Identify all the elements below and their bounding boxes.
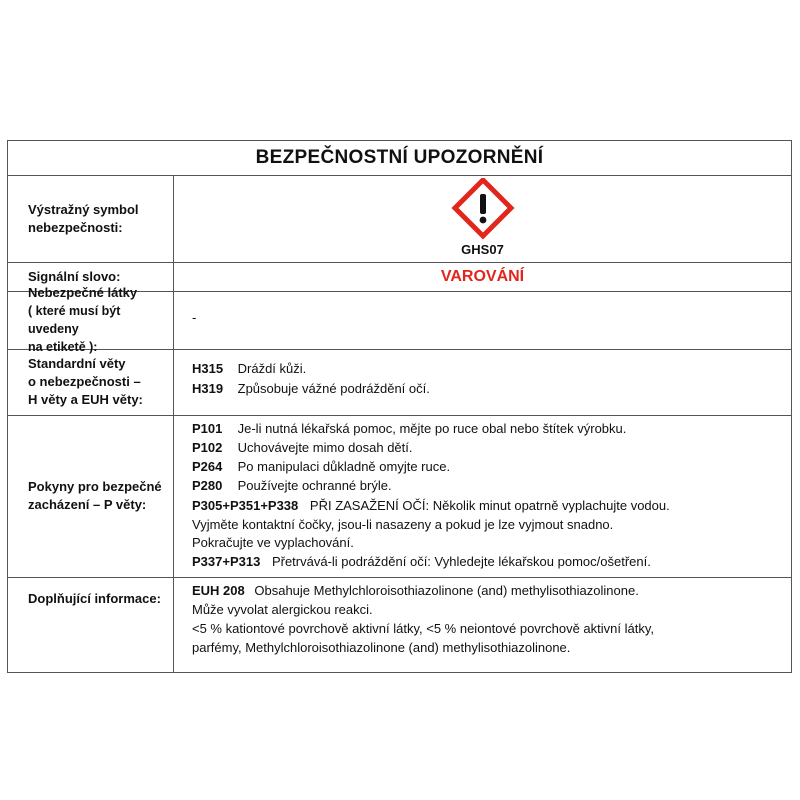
label-line: Výstražný symbol (28, 202, 139, 217)
statement-text: Uchovávejte mimo dosah dětí. (237, 440, 413, 455)
label-line: nebezpečnosti: (28, 220, 123, 235)
ghs-code: GHS07 (461, 242, 504, 257)
row-hazardous-substances (8, 285, 791, 354)
statement-text: Způsobuje vážné podráždění očí. (237, 381, 430, 396)
label-line: ( které musí být uvedeny (28, 304, 121, 336)
table-title: BEZPEČNOSTNÍ UPOZORNĚNÍ (8, 141, 791, 176)
label-line: H věty a EUH věty: (28, 392, 143, 407)
label-line: o nebezpečnosti – (28, 374, 141, 389)
additional-line (192, 621, 654, 636)
statement-code: P102 (192, 440, 223, 455)
statement-text: Používejte ochranné brýle. (237, 478, 392, 493)
cell-p-statements (174, 415, 791, 577)
statement-text: Je-li nutná lékařská pomoc, mějte po ruce obal nebo štítek výrobku. (237, 421, 627, 436)
row-h-statements (8, 349, 791, 416)
statement-p337-p313 (192, 554, 651, 569)
statement-text: <5 % kationtové povrchově aktivní látky, <5 % neiontové povrchově aktivní látky, (192, 621, 654, 636)
statement-code: P305+P351+P338 (192, 498, 299, 513)
statement-p101 (192, 421, 626, 436)
statement-euh208 (192, 583, 639, 598)
label-h-statements (8, 349, 174, 415)
label-line: Pokyny pro bezpečné (28, 479, 162, 494)
label-line: na etiketě ): (28, 340, 98, 354)
statement-code: P280 (192, 478, 223, 493)
statement-text: Dráždí kůži. (237, 361, 307, 376)
label-line: zacházení – P věty: (28, 497, 147, 512)
label-hazard-symbol (8, 176, 174, 262)
statement-text: Po manipulaci důkladně omyjte ruce. (237, 459, 451, 474)
statement-continuation (192, 517, 613, 532)
cell-signal-word (174, 262, 791, 291)
statement-code: P101 (192, 421, 223, 436)
statement-text: Přetrvává-li podráždění očí: Vyhledejte lékařskou pomoc/ošetření. (271, 554, 651, 569)
substances-value: - (192, 310, 197, 325)
cell-hazard-symbol (174, 176, 791, 262)
cell-additional-info (174, 577, 791, 673)
label-p-statements (8, 415, 174, 577)
statement-continuation (192, 535, 354, 550)
statement-p102 (192, 440, 413, 455)
safety-warning-table (7, 140, 792, 673)
cell-h-statements (174, 349, 791, 415)
statement-text: Pokračujte ve vyplachování. (192, 535, 354, 550)
statement-h315 (192, 361, 306, 376)
statement-text: PŘI ZASAŽENÍ OČÍ: Několik minut opatrně vyplachujte vodou. (309, 498, 670, 513)
row-hazard-symbol (8, 176, 791, 263)
statement-code: H315 (192, 361, 224, 376)
label-hazardous-substances (8, 285, 174, 354)
row-additional-info (8, 577, 791, 673)
statement-h319 (192, 381, 430, 396)
label-signal-word: Signální slovo: (8, 262, 174, 291)
label-line: Nebezpečné látky (28, 285, 138, 300)
cell-hazardous-substances (174, 291, 791, 349)
statement-code: H319 (192, 381, 224, 396)
signal-word: VAROVÁNÍ (440, 268, 525, 285)
ghs-pictogram (174, 176, 791, 257)
statement-text: Vyjměte kontaktní čočky, jsou-li nasazeny a pokud je lze vyjmout snadno. (192, 517, 614, 532)
row-p-statements (8, 415, 791, 578)
statement-code: P337+P313 (192, 554, 261, 569)
statement-p280 (192, 478, 392, 493)
statement-text: Může vyvolat alergickou reakci. (192, 602, 373, 617)
label-line: Standardní věty (28, 356, 126, 371)
statement-code: P264 (192, 459, 223, 474)
statement-text: Obsahuje Methylchloroisothiazolinone (and) methylisothiazolinone. (254, 583, 639, 598)
statement-p305-p351-p338 (192, 498, 670, 513)
additional-line (192, 640, 570, 655)
label-additional-info: Doplňující informace: (8, 577, 174, 673)
statement-code: EUH 208 (192, 583, 245, 598)
statement-p264 (192, 459, 450, 474)
statement-text: parfémy, Methylchloroisothiazolinone (and) methylisothiazolinone. (192, 640, 571, 655)
exclamation-mark-diamond-icon (443, 178, 523, 240)
additional-line (192, 602, 373, 617)
